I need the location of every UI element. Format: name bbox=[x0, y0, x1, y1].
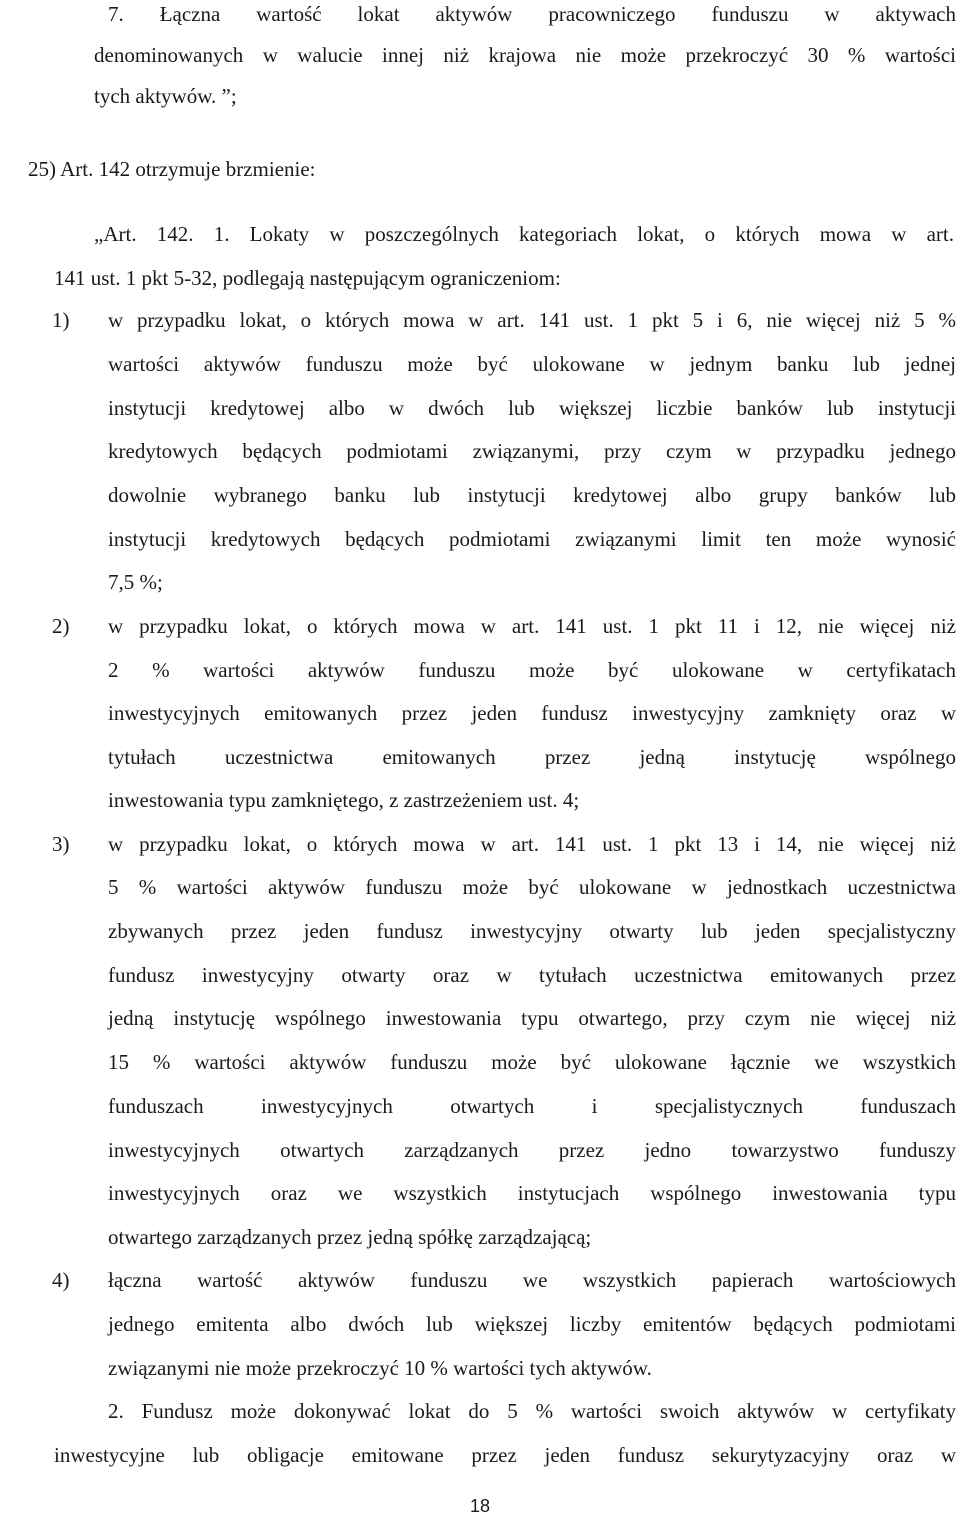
item-1-line: kredytowych będących podmiotami związanymi, przy czym w przypadku jednego bbox=[108, 439, 956, 463]
item-2-line: tytułach uczestnictwa emitowanych przez jedną instytucję wspólnego bbox=[108, 745, 956, 769]
page-number: 18 bbox=[469, 1496, 491, 1516]
item-4-line: jednego emitenta albo dwóch lub większej liczby emitentów będących podmiotami bbox=[108, 1312, 956, 1336]
paragraph-7-line-3: tych aktywów. ”; bbox=[94, 84, 237, 108]
item-1-number: 1) bbox=[52, 308, 70, 332]
item-2-line: w przypadku lokat, o których mowa w art. 141 ust. 1 pkt 11 i 12, nie więcej niż bbox=[108, 614, 956, 638]
item-2-line: 2 % wartości aktywów funduszu może być ulokowane w certyfikatach bbox=[108, 658, 956, 682]
item-2-line: inwestowania typu zamkniętego, z zastrzeżeniem ust. 4; bbox=[108, 788, 580, 812]
paragraph-2-line-2: inwestycyjne lub obligacje emitowane przez jeden fundusz sekurytyzacyjny oraz w bbox=[54, 1443, 956, 1467]
item-3-line: otwartego zarządzanych przez jedną spółkę zarządzającą; bbox=[108, 1225, 592, 1249]
item-1-line: instytucji kredytowych będących podmiotami związanymi limit ten może wynosić bbox=[108, 527, 956, 551]
item-3-line: w przypadku lokat, o których mowa w art. 141 ust. 1 pkt 13 i 14, nie więcej niż bbox=[108, 832, 956, 856]
item-3-line: zbywanych przez jeden fundusz inwestycyjny otwarty lub jeden specjalistyczny bbox=[108, 919, 956, 943]
item-3-line: funduszach inwestycyjnych otwartych i specjalistycznych funduszach bbox=[108, 1094, 956, 1118]
article-142-line-2: 141 ust. 1 pkt 5-32, podlegają następującym ograniczeniom: bbox=[54, 266, 561, 290]
item-2-number: 2) bbox=[52, 614, 70, 638]
item-1-line: w przypadku lokat, o których mowa w art. 141 ust. 1 pkt 5 i 6, nie więcej niż 5 % bbox=[108, 308, 956, 332]
paragraph-7-line-1: 7. Łączna wartość lokat aktywów pracowniczego funduszu w aktywach bbox=[108, 2, 956, 26]
paragraph-7-line-2: denominowanych w walucie innej niż krajowa nie może przekroczyć 30 % wartości bbox=[94, 43, 956, 67]
item-3-line: 5 % wartości aktywów funduszu może być ulokowane w jednostkach uczestnictwa bbox=[108, 875, 956, 899]
item-4-line: łączna wartość aktywów funduszu we wszystkich papierach wartościowych bbox=[108, 1268, 956, 1292]
item-4-number: 4) bbox=[52, 1268, 70, 1292]
item-2-line: inwestycyjnych emitowanych przez jeden fundusz inwestycyjny zamknięty oraz w bbox=[108, 701, 956, 725]
item-3-number: 3) bbox=[52, 832, 70, 856]
item-1-line: wartości aktywów funduszu może być ulokowane w jednym banku lub jednej bbox=[108, 352, 956, 376]
item-4-line: związanymi nie może przekroczyć 10 % wartości tych aktywów. bbox=[108, 1356, 652, 1380]
item-1-line: instytucji kredytowej albo w dwóch lub większej liczbie banków lub instytucji bbox=[108, 396, 956, 420]
item-3-line: fundusz inwestycyjny otwarty oraz w tytułach uczestnictwa emitowanych przez bbox=[108, 963, 956, 987]
amendment-point-25: 25) Art. 142 otrzymuje brzmienie: bbox=[28, 157, 316, 181]
item-3-line: inwestycyjnych otwartych zarządzanych przez jedno towarzystwo funduszy bbox=[108, 1138, 956, 1162]
item-3-line: 15 % wartości aktywów funduszu może być ulokowane łącznie we wszystkich bbox=[108, 1050, 956, 1074]
item-3-line: inwestycyjnych oraz we wszystkich instytucjach wspólnego inwestowania typu bbox=[108, 1181, 956, 1205]
article-142-line-1: „Art. 142. 1. Lokaty w poszczególnych kategoriach lokat, o których mowa w art. bbox=[94, 222, 954, 246]
item-1-line: dowolnie wybranego banku lub instytucji kredytowej albo grupy banków lub bbox=[108, 483, 956, 507]
item-3-line: jedną instytucję wspólnego inwestowania typu otwartego, przy czym nie więcej niż bbox=[108, 1006, 956, 1030]
paragraph-2-line-1: 2. Fundusz może dokonywać lokat do 5 % wartości swoich aktywów w certyfikaty bbox=[108, 1399, 956, 1423]
item-1-line: 7,5 %; bbox=[108, 570, 163, 594]
